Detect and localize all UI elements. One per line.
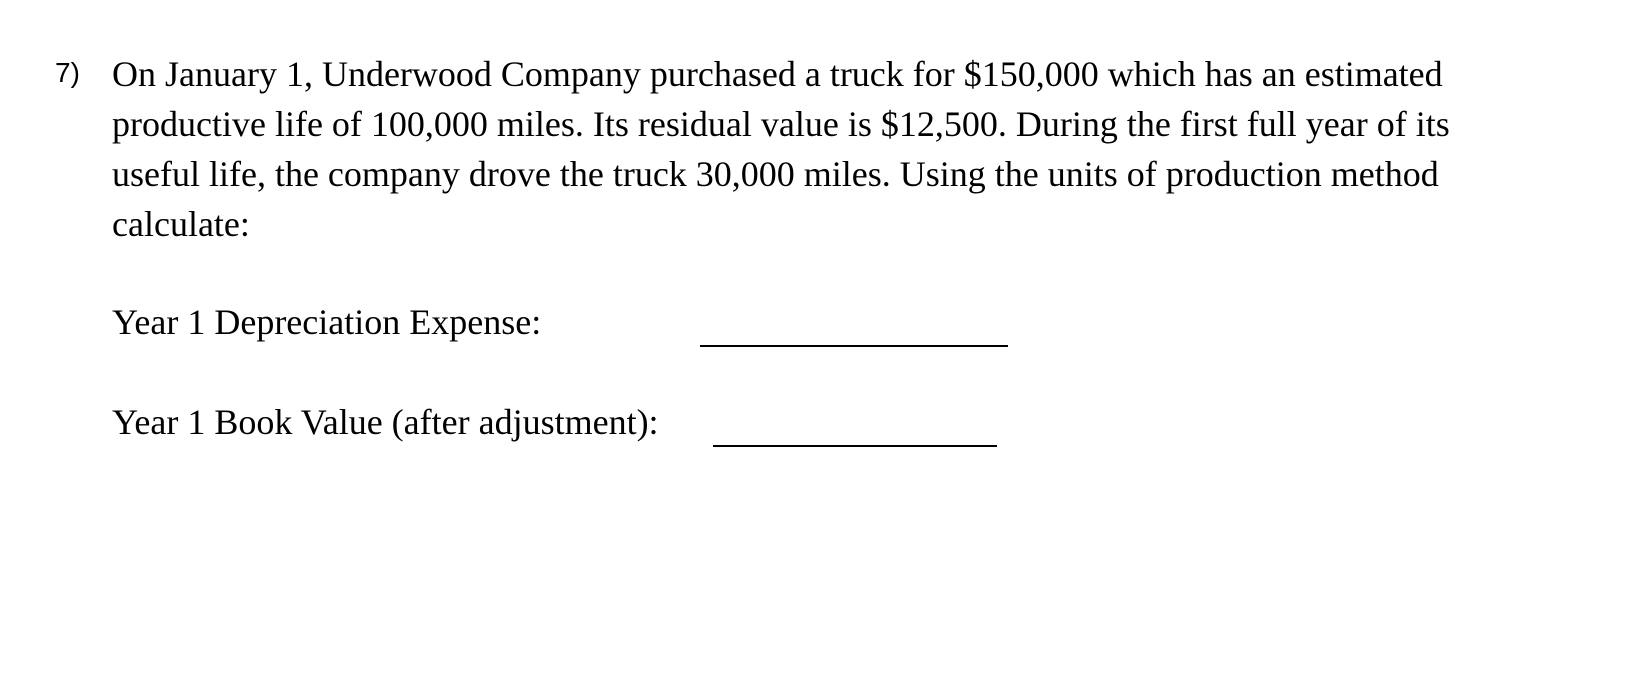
book-value-label: Year 1 Book Value (after adjustment): <box>112 402 659 442</box>
depreciation-expense-answer-blank[interactable] <box>700 345 1008 347</box>
question-text: On January 1, Underwood Company purchased a truck for $150,000 which has an estimated productive life of 100,000 miles. Its residual value is $12,500. During the first full year of its useful life, the company drove the truck 30,000 miles. Using the units of production method calculate: <box>112 54 1450 244</box>
depreciation-expense-label: Year 1 Depreciation Expense: <box>112 302 542 342</box>
question-number: 7) <box>55 57 80 88</box>
book-value-answer-blank[interactable] <box>713 445 997 447</box>
